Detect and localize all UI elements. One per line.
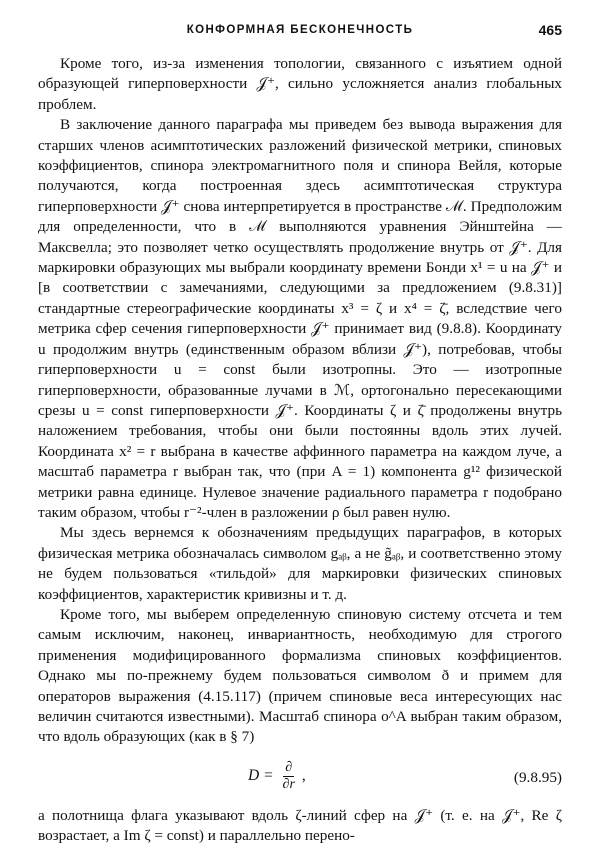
paragraph-topology: Кроме того, из-за изменения топологии, связанного с изъятием одной образующей гиперповерхности 𝒥⁺, сильно усложняется анализ глобальных проблем. [38,55,562,113]
fraction-numerator: ∂ [285,759,293,775]
paragraph-notation: Мы здесь вернемся к обозначениям предыдущих параграфов, в которых физическая метрика обозначалась символом gₐᵦ, а не g̃ₐᵦ, и соответственно этому не будем пользоваться «тильдой» для маркировки физических спиновых коэффициентов, характеристик кривизны и т. д. [38,524,562,603]
paragraph-asymptotic-expansions: В заключение данного параграфа мы приведем без вывода выражения для старших членов асимптотических разложений физической метрики, спиновых коэффициентов, спинора электромагнитного поля и спинора Вейля, которые получаются, когда построенная здесь асимптотическая структура гиперповерхности 𝒥⁺ снова интерпретируется в пространстве ℳ. Предположим для определенности, что в ℳ выполняются уравнения Эйнштейна — Максвелла; это позволяет четко осуществлять продолжение внутрь от 𝒥⁺. Для маркировки образующих мы выбрали координату времени Бонди x¹ = u на 𝒥⁺ и [в соответствии с замечаниями, следующими за предложением (9.8.31)] стандартные стереографические координаты x³ = ζ и x⁴ = ζ̄, вследствие чего метрика сфер сечения гиперповерхности 𝒥⁺ принимает вид (9.8.8). Координату u продолжим внутрь (единственным образом вблизи 𝒥⁺), потребовав, чтобы гиперповерхности u = const были изотропны. Это — изотропные гиперповерхности, образованные лучами в ℳ, ортогонально пересекающими срезы u = const гиперповерхности 𝒥⁺. Координаты ζ и ζ̄ продолжены внутрь наложением требования, чтобы они были постоянны вдоль этих лучей. Координата x² = r выбрана в качестве аффинного параметра на каждом луче, а масштаб параметра r выбран так, что (при A = 1) компонента g¹² физической метрики равна единице. Нулевое значение радиального параметра r подобрано таким образом, чтобы r⁻²-член в разложении ρ был равен нулю. [38,116,562,521]
paragraph-spin-frame: Кроме того, мы выберем определенную спиновую систему отсчета и тем самым исключим, наконец, инвариантность, необходимую для строгого применения модифицированного формализма спиновых коэффициентов. Однако мы по-прежнему будем пользоваться символом ð и примем для операторов выражения (4.15.117) (причем спиновые веса интересующих нас величин считаются известными). Масштаб спинора o^A выбран таким образом, что вдоль образующих (как в § 7) [38,605,562,746]
equation-number: (9.8.95) [513,768,562,786]
equation-lhs: D = [248,767,274,785]
fraction-denominator: ∂r [282,776,295,792]
page-header [38,22,562,42]
partial-derivative-fraction [281,760,297,793]
equation-comma: , [301,767,306,785]
page-number: 465 [538,22,562,38]
equation-9-8-95 [38,750,562,802]
paragraph-flag-planes: а полотнища флага указывают вдоль ζ-линий сфер на 𝒥⁺ (т. е. на 𝒥⁺, Re ζ возрастает, а Im ζ = const) и параллельно перено- [38,806,562,845]
equation-formula [248,760,306,793]
running-title: КОНФОРМНАЯ БЕСКОНЕЧНОСТЬ [186,24,414,36]
body-text [38,54,562,847]
